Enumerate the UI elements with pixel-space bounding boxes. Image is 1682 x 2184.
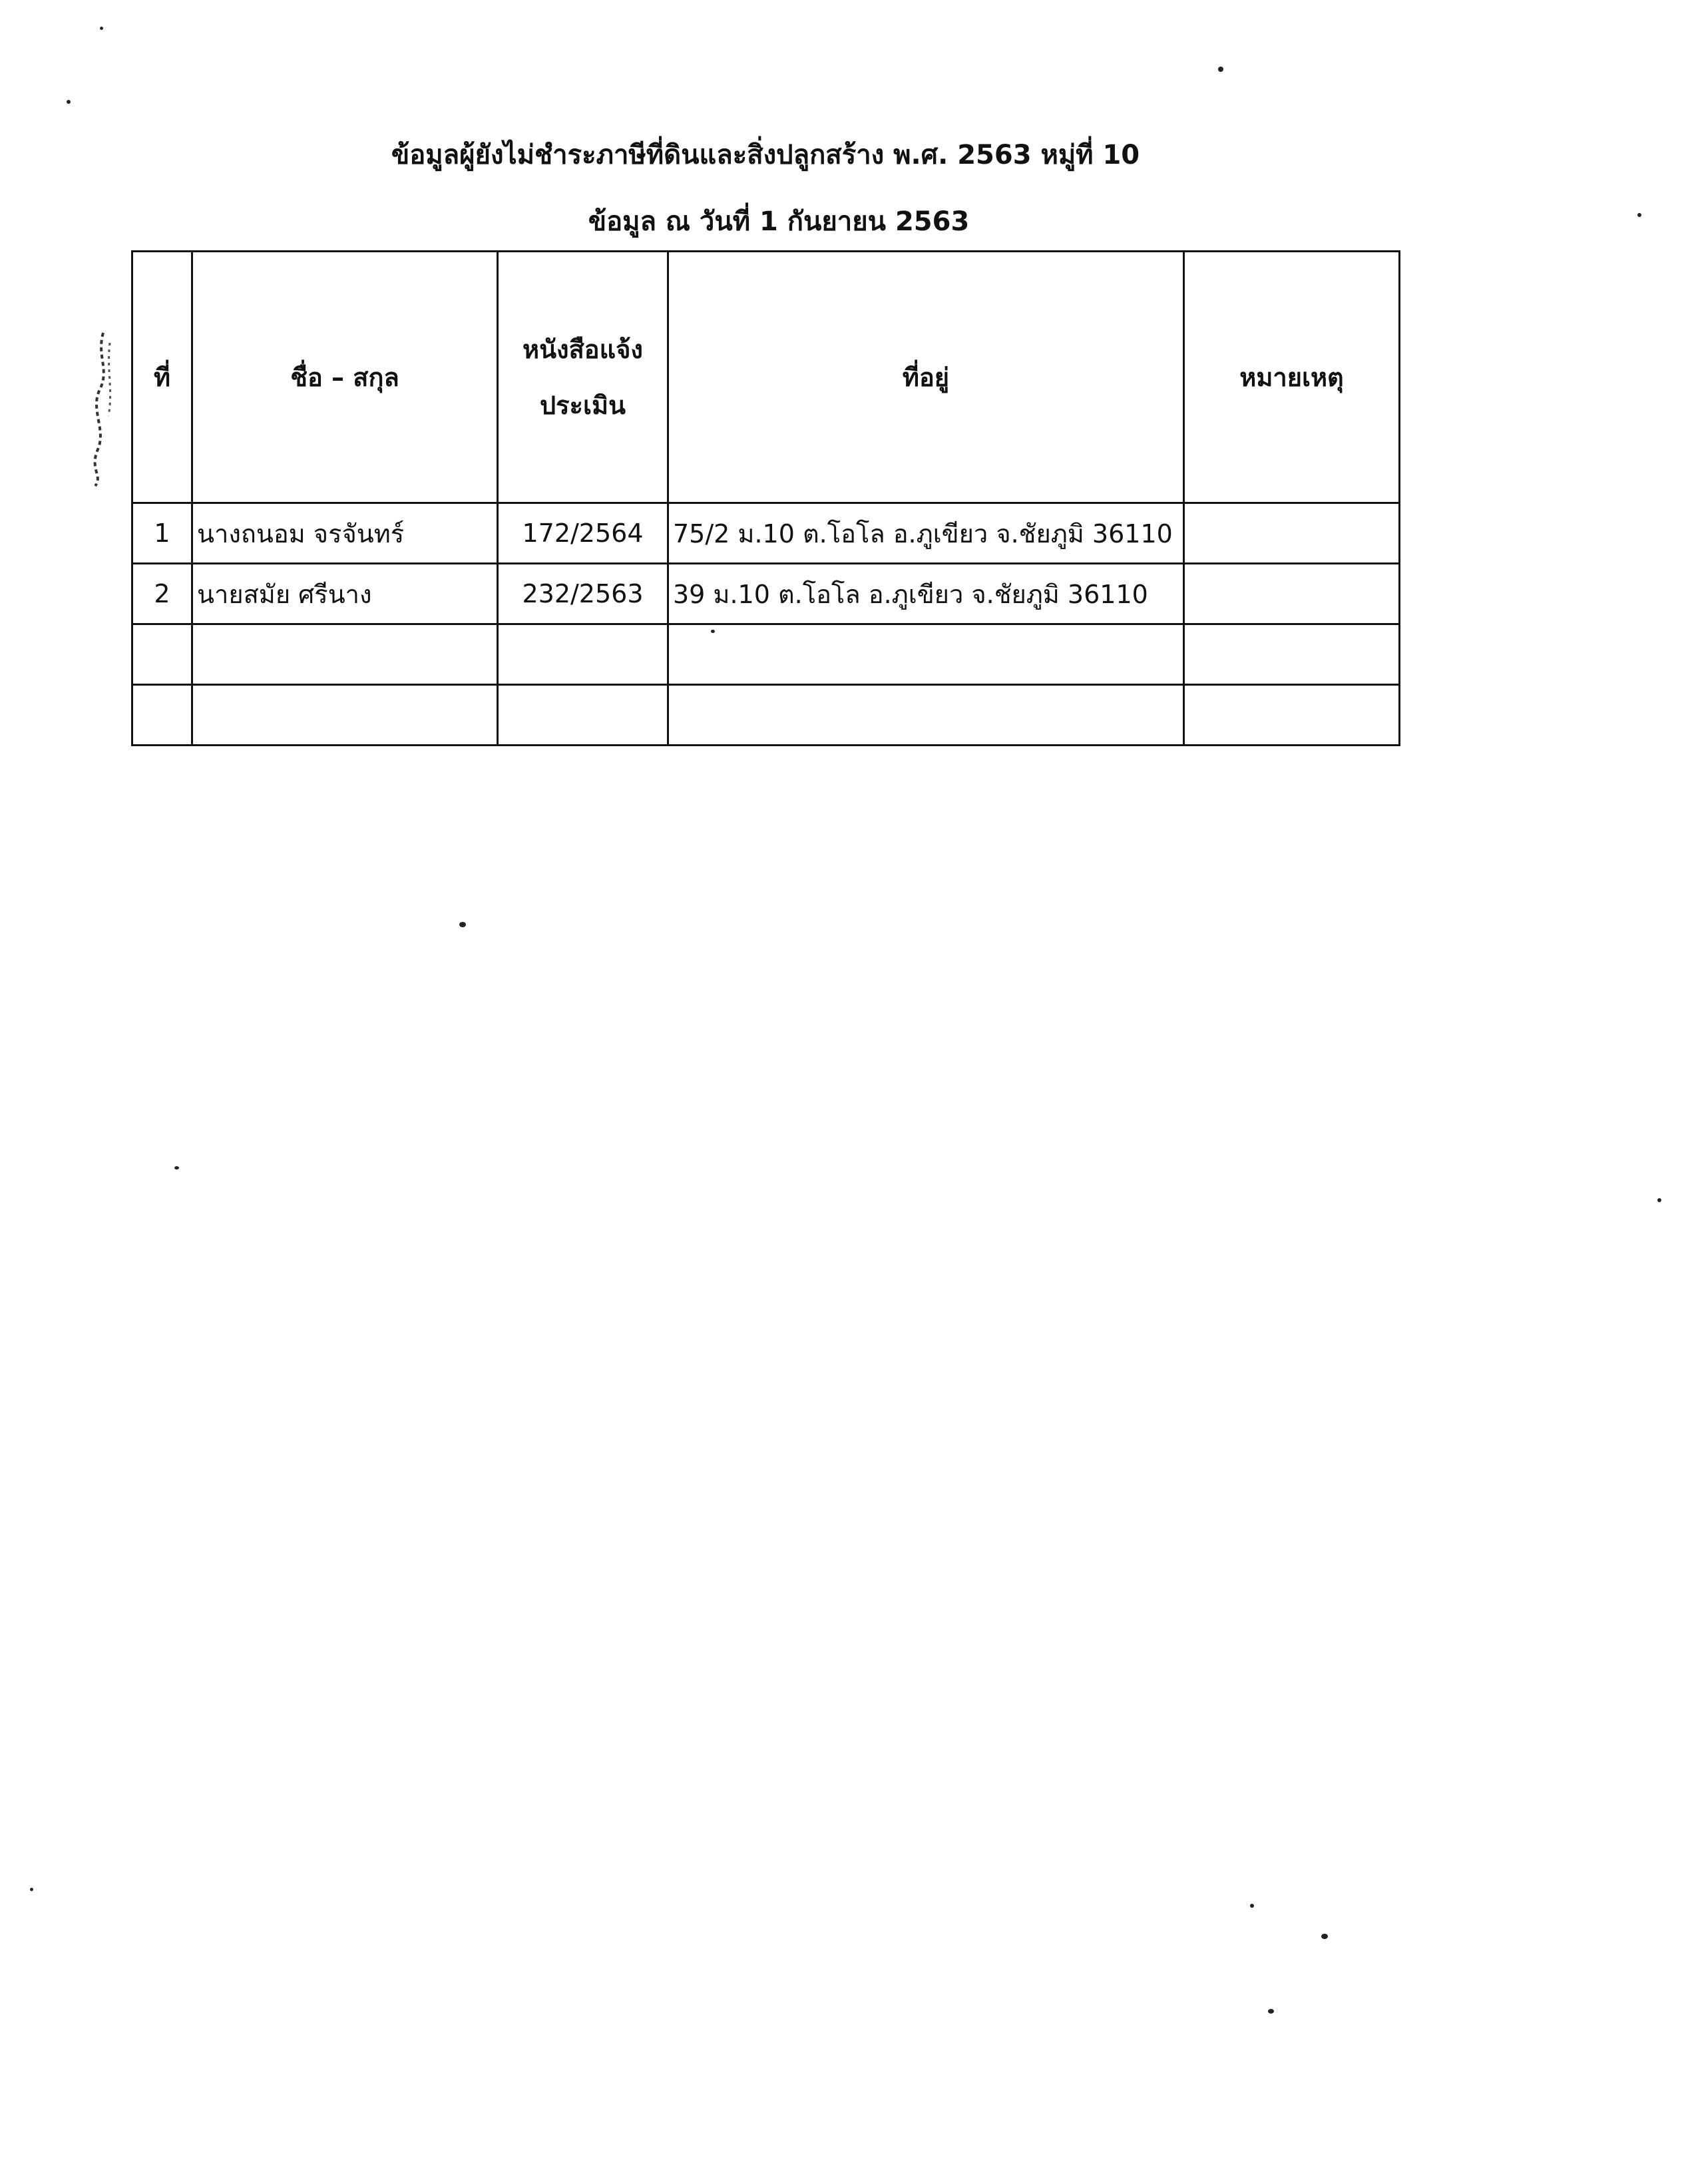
margin-ink-mark	[83, 329, 120, 489]
cell-remark	[1184, 564, 1400, 624]
scan-speck	[100, 27, 103, 30]
cell-notice	[498, 624, 668, 685]
document-title: ข้อมูลผู้ยังไม่ชำระภาษีที่ดินและสิ่งปลูกสร้าง พ.ศ. 2563 หมู่ที่ 10	[391, 140, 1140, 170]
table-row	[132, 564, 1400, 624]
table-row	[132, 624, 1400, 685]
cell-name: นายสมัย ศรีนาง	[192, 564, 498, 624]
scan-speck	[1268, 2009, 1274, 2014]
scan-speck	[67, 100, 71, 104]
table-row	[132, 685, 1400, 746]
cell-notice: 232/2563	[498, 564, 668, 624]
cell-notice	[498, 685, 668, 746]
scan-speck	[1250, 1904, 1254, 1908]
cell-address: 75/2 ม.10 ต.โอโล อ.ภูเขียว จ.ชัยภูมิ 36110	[668, 503, 1184, 564]
header-name: ชื่อ – สกุล	[192, 252, 498, 503]
scan-speck	[174, 1166, 179, 1170]
cell-remark	[1184, 624, 1400, 685]
cell-no	[132, 685, 192, 746]
scan-speck	[1321, 1934, 1328, 1939]
header-address: ที่อยู่	[668, 252, 1184, 503]
table-row	[132, 503, 1400, 564]
cell-no: 2	[132, 564, 192, 624]
header-notice-label: หนังสือแจ้งประเมิน	[523, 334, 643, 420]
unpaid-tax-table	[131, 250, 1400, 746]
cell-address	[668, 685, 1184, 746]
scan-speck	[30, 1888, 33, 1891]
cell-address	[668, 624, 1184, 685]
header-notice	[498, 252, 668, 503]
scan-speck	[711, 630, 715, 633]
cell-name	[192, 624, 498, 685]
cell-name	[192, 685, 498, 746]
cell-remark	[1184, 685, 1400, 746]
cell-remark	[1184, 503, 1400, 564]
cell-address: 39 ม.10 ต.โอโล อ.ภูเขียว จ.ชัยภูมิ 36110	[668, 564, 1184, 624]
scan-speck	[1657, 1198, 1661, 1202]
scan-speck	[1637, 213, 1641, 217]
header-no: ที่	[132, 252, 192, 503]
document-subtitle: ข้อมูล ณ วันที่ 1 กันยายน 2563	[588, 206, 970, 237]
scan-speck	[459, 922, 466, 927]
cell-no	[132, 624, 192, 685]
cell-notice: 172/2564	[498, 503, 668, 564]
table-header-row	[132, 252, 1400, 503]
header-remark: หมายเหตุ	[1184, 252, 1400, 503]
scan-speck	[1218, 67, 1223, 72]
cell-name: นางถนอม จรจันทร์	[192, 503, 498, 564]
cell-no: 1	[132, 503, 192, 564]
